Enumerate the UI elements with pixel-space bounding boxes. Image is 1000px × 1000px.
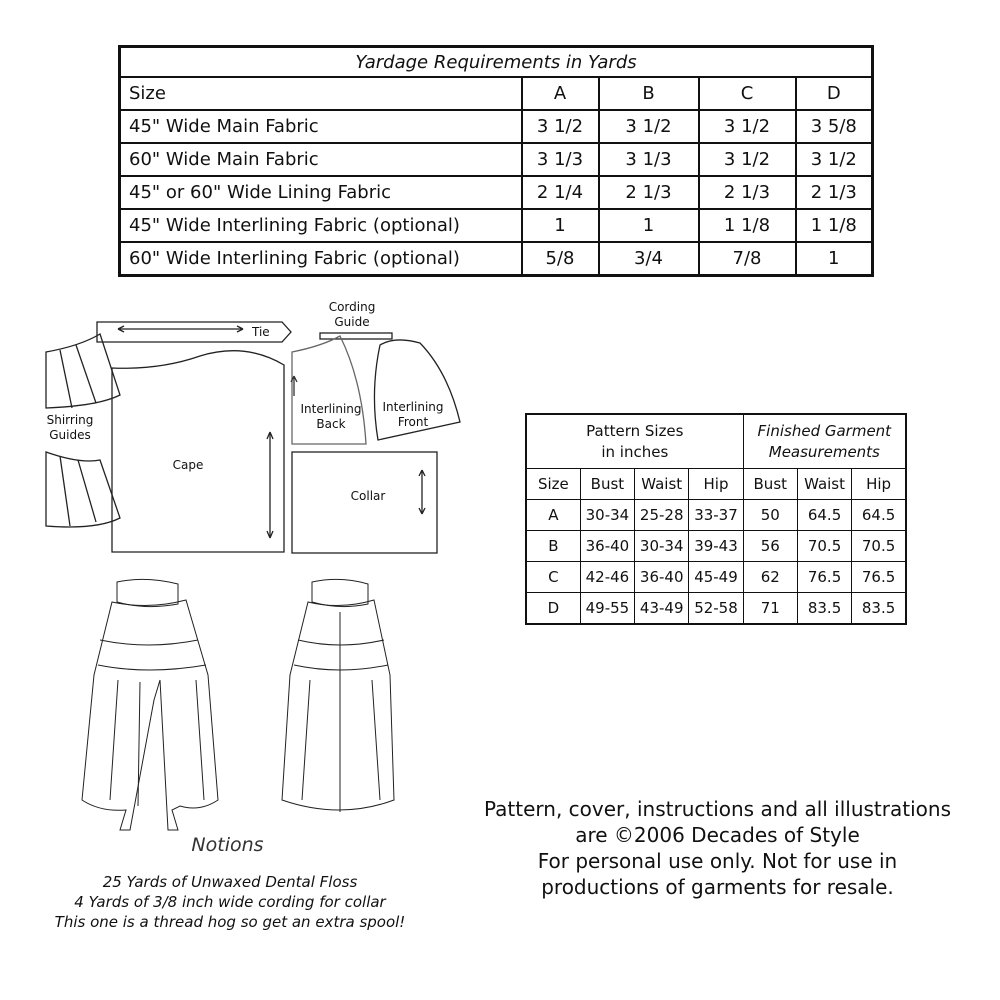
yardage-col-d: D [796, 77, 873, 110]
yardage-cell: 3 1/2 [796, 143, 873, 176]
interlining-front-label-line: Front [397, 415, 429, 429]
yardage-cell: 3/4 [599, 242, 699, 276]
sizes-cell: 30-34 [635, 531, 689, 562]
sizes-cell: 42-46 [580, 562, 634, 593]
yardage-cell: 7/8 [699, 242, 796, 276]
collar-label: Collar [350, 489, 386, 503]
yardage-cell: 1 1/8 [699, 209, 796, 242]
sizes-cell: 33-37 [689, 500, 743, 531]
yardage-cell: 1 [522, 209, 599, 242]
yardage-cell: 2 1/3 [599, 176, 699, 209]
yardage-cell: 3 1/2 [699, 110, 796, 143]
cording-guide-label [322, 300, 382, 330]
yardage-size-label: Size [120, 77, 522, 110]
yardage-cell: 5/8 [522, 242, 599, 276]
sizes-col-header: Waist [797, 469, 851, 500]
sizes-cell: D [526, 593, 580, 625]
yardage-row-label: 45" Wide Interlining Fabric (optional) [120, 209, 522, 242]
yardage-cell: 1 [796, 242, 873, 276]
interlining-back-label-line: Interlining [300, 402, 362, 416]
sizes-cell: 71 [743, 593, 797, 625]
notions-line: 25 Yards of Unwaxed Dental Floss [102, 873, 358, 891]
interlining-front-label-line: Interlining [382, 400, 444, 414]
shirring-guide-bottom [46, 452, 120, 527]
yardage-row-label: 60" Wide Interlining Fabric (optional) [120, 242, 522, 276]
sizes-col-header: Size [526, 469, 580, 500]
sizes-cell: 83.5 [852, 593, 906, 625]
cape-piece [112, 351, 284, 552]
pattern-sizes-header-line: Pattern Sizes [586, 421, 684, 440]
sizes-col-header: Hip [852, 469, 906, 500]
sizes-cell: 36-40 [580, 531, 634, 562]
notions-line: 4 Yards of 3/8 inch wide cording for collar [74, 893, 386, 911]
finished-measurements-header [743, 414, 906, 469]
yardage-cell: 2 1/3 [699, 176, 796, 209]
sizes-cell: 43-49 [635, 593, 689, 625]
cape-front-view [82, 579, 218, 830]
shirring-guides-label-line: Guides [49, 428, 91, 442]
tie-label: Tie [252, 325, 270, 339]
sizes-row [526, 531, 906, 562]
yardage-cell: 3 1/3 [599, 143, 699, 176]
sizes-cell: 49-55 [580, 593, 634, 625]
interlining-back-label-line: Back [316, 417, 346, 431]
yardage-cell: 3 1/3 [522, 143, 599, 176]
shirring-guide-top [46, 334, 120, 408]
cording-guide-piece [320, 333, 392, 339]
sizes-cell: 62 [743, 562, 797, 593]
yardage-cell: 1 1/8 [796, 209, 873, 242]
yardage-cell: 3 1/2 [699, 143, 796, 176]
yardage-col-a: A [522, 77, 599, 110]
copyright-line: productions of garments for resale. [541, 875, 894, 899]
cording-guide-label-line: Guide [334, 315, 370, 329]
interlining-back-label [298, 402, 364, 432]
sizes-cell: 56 [743, 531, 797, 562]
copyright-line: are ©2006 Decades of Style [575, 823, 860, 847]
interlining-front-label [380, 400, 446, 430]
sizes-cell: 25-28 [635, 500, 689, 531]
copyright-notice [470, 796, 965, 900]
sizes-cell: 83.5 [797, 593, 851, 625]
sizes-cell: 30-34 [580, 500, 634, 531]
finished-header-line: Measurements [768, 442, 880, 461]
sizes-cell: 76.5 [797, 562, 851, 593]
yardage-row-label: 45" or 60" Wide Lining Fabric [120, 176, 522, 209]
shirring-guides-label-line: Shirring [46, 413, 94, 427]
yardage-cell: 3 1/2 [522, 110, 599, 143]
sizes-cell: 70.5 [852, 531, 906, 562]
cape-back-view [282, 579, 394, 812]
sizes-col-header: Bust [580, 469, 634, 500]
yardage-cell: 2 1/4 [522, 176, 599, 209]
cording-guide-label-line: Cording [328, 300, 376, 314]
pattern-sizes-header [526, 414, 743, 469]
pattern-sizes-table [525, 413, 907, 625]
yardage-row-label: 45" Wide Main Fabric [120, 110, 522, 143]
pattern-sizes-header-line: in inches [601, 442, 669, 461]
yardage-cell: 2 1/3 [796, 176, 873, 209]
sizes-cell: 39-43 [689, 531, 743, 562]
sizes-cell: 64.5 [797, 500, 851, 531]
yardage-cell: 3 5/8 [796, 110, 873, 143]
shirring-guides-label [40, 413, 100, 443]
sizes-cell: 76.5 [852, 562, 906, 593]
yardage-title: Yardage Requirements in Yards [120, 47, 873, 78]
sizes-cell: 36-40 [635, 562, 689, 593]
sizes-cell: 64.5 [852, 500, 906, 531]
sizes-col-header: Bust [743, 469, 797, 500]
notions-title: Notions [191, 834, 264, 856]
sizes-col-header: Waist [635, 469, 689, 500]
cape-label: Cape [172, 458, 204, 472]
notions-list [20, 872, 440, 932]
sizes-col-header: Hip [689, 469, 743, 500]
sizes-cell: C [526, 562, 580, 593]
yardage-cell: 3 1/2 [599, 110, 699, 143]
sizes-row [526, 593, 906, 625]
yardage-col-c: C [699, 77, 796, 110]
sizes-cell: A [526, 500, 580, 531]
yardage-cell: 1 [599, 209, 699, 242]
finished-header-line: Finished Garment [757, 421, 892, 440]
yardage-row-label: 60" Wide Main Fabric [120, 143, 522, 176]
notions-line: This one is a thread hog so get an extra spool! [54, 913, 406, 931]
copyright-line: For personal use only. Not for use in [537, 849, 898, 873]
sizes-cell: 50 [743, 500, 797, 531]
yardage-col-b: B [599, 77, 699, 110]
sizes-cell: B [526, 531, 580, 562]
sizes-cell: 52-58 [689, 593, 743, 625]
sizes-column-header-row [526, 469, 906, 500]
sizes-cell: 45-49 [689, 562, 743, 593]
sizes-row [526, 562, 906, 593]
sizes-cell: 70.5 [797, 531, 851, 562]
copyright-line: Pattern, cover, instructions and all illustrations [484, 797, 951, 821]
sizes-row [526, 500, 906, 531]
